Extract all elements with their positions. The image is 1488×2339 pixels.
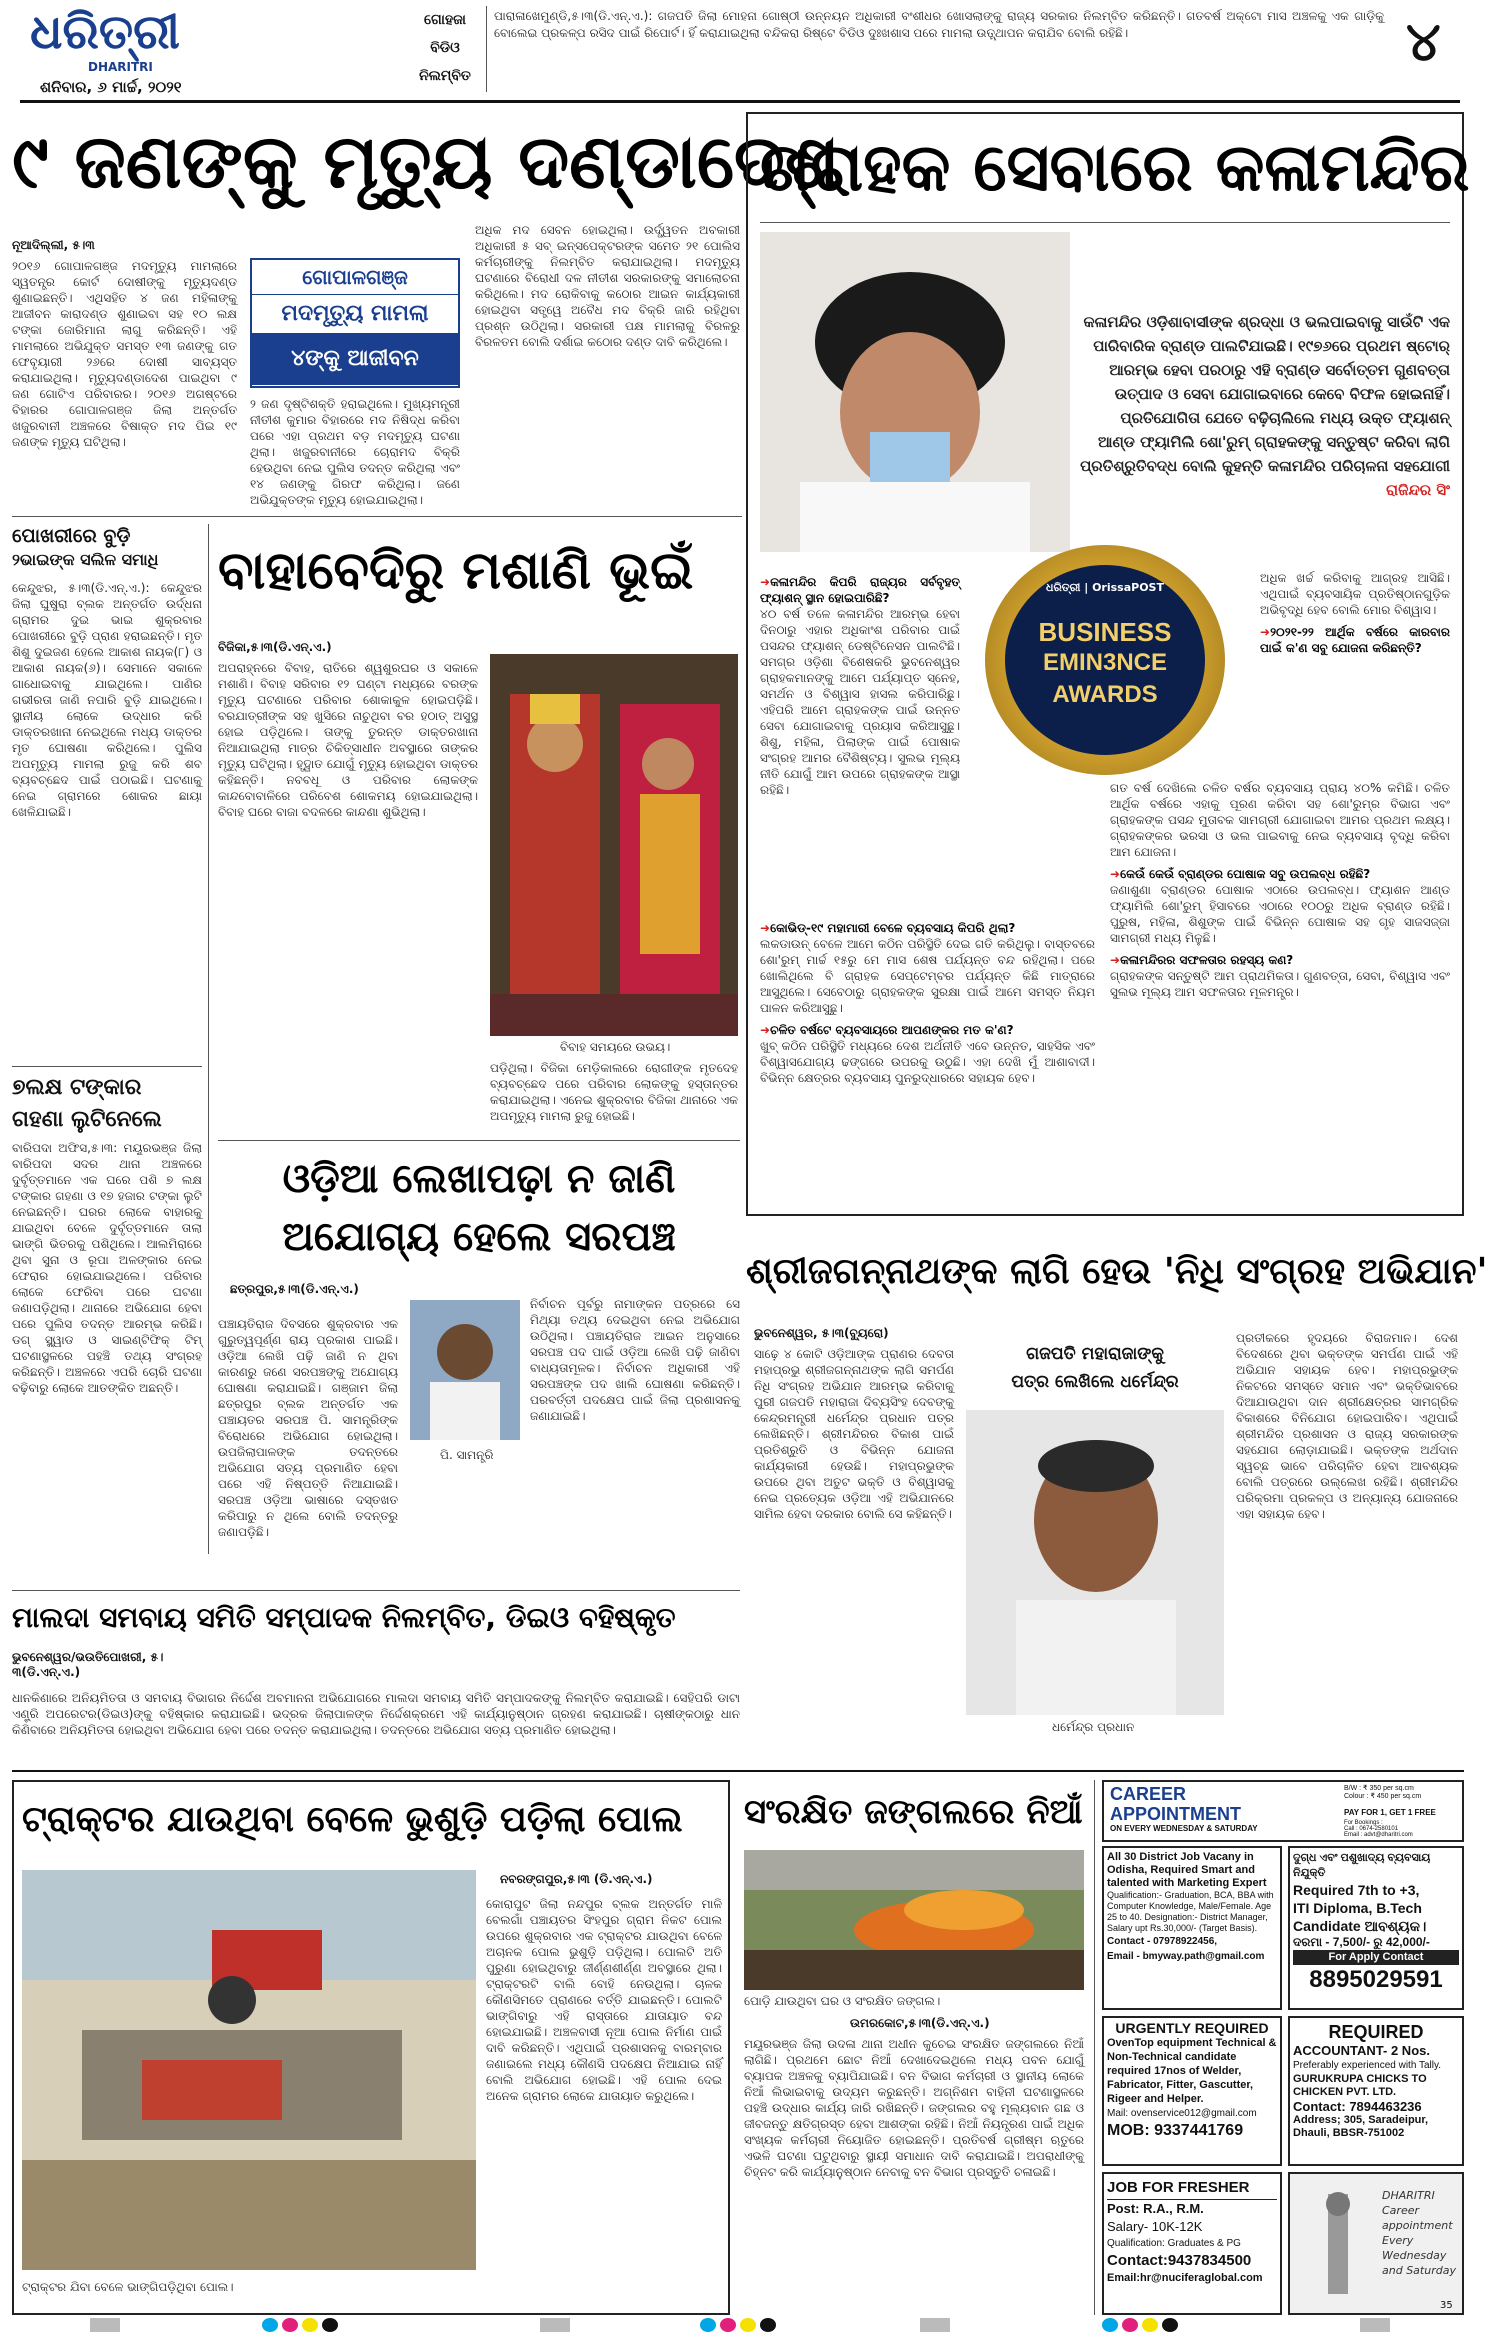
fire-text: ମୟୂରଭଞ୍ଜ ଜିଲା ଉଦଳା ଥାନା ଅଧୀନ କୁଚେଇ ସଂରକ୍ଷିତ ଜଙ୍ଗଲରେ ନିଆଁ ଲାଗିଛି। ପ୍ରଥମେ ଛୋଟ ନିଆଁ ଦେଖାଦେଇଥିଲେ ମଧ୍ୟ ପବନ ଯୋଗୁଁ ବ୍ୟାପକ ଅଞ୍ଚଳକୁ ବ୍ୟାପିଯାଇଛି। ବନ ବିଭାଗ କର୍ମଚାରୀ ଓ ସ୍ଥାନୀୟ ଲୋକେ ନିଆଁ ଲିଭାଇବାକୁ ଉଦ୍ୟମ କରୁଛନ୍ତି। ଅଗ୍ନିଶମ ବାହିନୀ ଘଟଣାସ୍ଥଳରେ ପହଞ୍ଚି ଉଦ୍ଧାର କାର୍ଯ୍ୟ ଜାରି ରଖିଛନ୍ତି। ଜଙ୍ଗଲର ବହୁ ମୂଲ୍ୟବାନ ଗଛ ଓ ଜୀବଜନ୍ତୁ କ୍ଷତିଗ୍ରସ୍ତ ହେବା ଆଶଙ୍କା ରହିଛି। ନିଆଁ ନିୟନ୍ତ୍ରଣ ପାଇଁ ଅଧିକ ସଂଖ୍ୟକ କର୍ମଚାରୀ ନିୟୋଜିତ ହୋଇଛନ୍ତି। ପ୍ରତିବର୍ଷ ଗ୍ରୀଷ୍ମ ଋତୁରେ ଏଭଳି ଘଟଣା ଘଟୁଥିବାରୁ ସ୍ଥାୟୀ ସମାଧାନ ଦାବି କରାଯାଇଛି। ଅପରାଧୀଙ୍କୁ ଚିହ୍ନଟ କରି କାର୍ଯ୍ୟାନୁଷ୍ଠାନ ନେବାକୁ ବନ ବିଭାଗ ପ୍ରସ୍ତୁତି ଚଳାଇଛି। [744,2037,1084,2179]
masthead-date: ଶନିବାର, ୬ ମାର୍ଚ୍ଚ, ୨୦୨୧ [40,78,182,96]
qa-q7: ➜କଳାମନ୍ଦିରର ସଫଳତାର ରହସ୍ୟ କଣ? [1110,953,1294,967]
qa-q3-text: ଚଳିତ ବର୍ଷଟେ ବ୍ୟବସାୟରେ ଆପଣଙ୍କର ମତ କ'ଣ? [770,1023,1014,1037]
death-col3: ଅଧିକ ମଦ ସେବନ ହୋଇଥିଲା। ଉର୍ଦ୍ଧ୍ୱତନ ଅବକାରୀ ଅଧିକାରୀ ୫ ସବ୍ ଇନ୍ସପେକ୍ଟରଙ୍କ ସମେତ ୨୧ ପୋଲିସ କର୍ମଚାରୀଙ୍କୁ ନିଲମ୍ବିତ କରାଯାଇଥିଲା। ମଦମୃତ୍ୟୁ ଘଟଣାରେ ବିରୋଧୀ ଦଳ ନୀତୀଶ ସରକାରଙ୍କୁ ସମାଲୋଚନା କରିଥିଲେ। ମଦ ରୋକିବାକୁ କଠୋର ଆଇନ କାର୍ଯ୍ୟକାରୀ ହୋଇଥିବା ସତ୍ତ୍ୱେ ଅବୈଧ ମଦ ବିକ୍ରି ଜାରି ରହିଥିବା ପ୍ରଶ୍ନ ଉଠିଥିଲା। ସରକାରୀ ପକ୍ଷ ମାମଲାକୁ ବିରଳରୁ ବିରଳତମ ବୋଲି ଦର୍ଶାଇ କଠୋର ଦଣ୍ଡ ଦାବି କରିଥିଲେ। [475,223,740,349]
death-col1: ୨୦୧୬ ଗୋପାଳଗଞ୍ଜ ମଦମୃତ୍ୟୁ ମାମଲାରେ ସ୍ୱତନ୍ତ୍ର କୋର୍ଟ ଦୋଷୀଙ୍କୁ ମୃତ୍ୟୁଦଣ୍ଡ ଶୁଣାଇଛନ୍ତି। ଏଥିସହିତ ୪ ଜଣ ମହିଳାଙ୍କୁ ଆଜୀବନ କାରାଦଣ୍ଡ ଶୁଣାଇବା ସହ ୧୦ ଲକ୍ଷ ଟଙ୍କା ଜୋରିମାନା ଲାଗୁ କରିଛନ୍ତି। ଏହି ମାମଲାରେ ଅଭିଯୁକ୍ତ ସମସ୍ତ ୧୩ ଜଣଙ୍କୁ ଗତ ଫେବୃୟାରୀ ୨୬ରେ ଦୋଷୀ ସାବ୍ୟସ୍ତ କରାଯାଇଥିଲା। ମୃତ୍ୟୁଦଣ୍ଡାଦେଶ ପାଇଥିବା ୯ ଜଣ ଗୋଟିଏ ପରିବାରର। ୨୦୧୬ ଅଗଷ୍ଟରେ ବିହାରର ଗୋପାଳଗଞ୍ଜ ଜିଲା ଅନ୍ତର୍ଗତ ଖଜୁରବାନୀ ଅଞ୍ଚଳରେ ବିଷାକ୍ତ ମଦ ପିଇ ୧୯ ଜଣଙ୍କ ମୃତ୍ୟୁ ଘଟିଥିଲା। [12,259,237,449]
kalamandir-qa-col2 [1260,570,1450,770]
footer-swatch-1 [90,2318,120,2332]
ad1-email: Email - bmyway.path@gmail.com [1107,1951,1265,1962]
footer-reg-black-1 [322,2318,338,2332]
qa-q5-text: ୨୦୨୧-୨୨ ଆର୍ଥିକ ବର୍ଷରେ କାରବାର ପାଇଁ କ'ଣ ସବୁ ଯୋଜନା କରିଛନ୍ତି? [1260,625,1450,655]
qa-a7: ଗ୍ରାହକଙ୍କ ସନ୍ତୁଷ୍ଟି ଆମ ପ୍ରାଥମିକତା। ଗୁଣବତ୍ତା, ସେବା, ବିଶ୍ୱାସ ଏବଂ ସୁଲଭ ମୂଲ୍ୟ ଆମ ସଫଳତାର ମୂଳମନ୍ତ୍ର। [1110,969,1450,999]
rule-wedding-bottom [218,1140,740,1141]
ad2-title: ଦୁଗ୍ଧ ଏବଂ ପଶୁଖାଦ୍ୟ ବ୍ୟବସାୟ ନିଯୁକ୍ତି [1293,1852,1431,1879]
ad-dairy [1288,1846,1464,2010]
ad1-contact: Contact - 07978922456, [1107,1936,1218,1947]
footer-swatch-3 [920,2318,950,2332]
masthead-side-label [410,6,480,94]
qa-q2-text: କୋଭିଡ୍-୧୯ ମହାମାରୀ ବେଳେ ବ୍ୟବସାୟ କିପରି ଥିଲା? [770,921,1016,935]
page-number: ୪ [1406,10,1441,73]
rule-literacy-bottom [12,1590,740,1591]
ad5-title: JOB FOR FRESHER [1107,2177,1277,2200]
death-box-line3: ୪ଙ୍କୁ ଆଜୀବନ [252,333,458,385]
death-dateline: ନୂଆଦିଲ୍ଲୀ, ୫।୩ [12,238,95,252]
kalamandir-headline: ଗ୍ରାହକ ସେବାରେ କଳାମନ୍ଦିର [760,129,1470,206]
rule-ponds-bottom [12,1066,202,1067]
ad2-line1: Required 7th to +3, [1293,1882,1420,1898]
ad1-title: All 30 District Job Vacany in Odisha, Required Smart and talented with Marketing Expert [1107,1851,1267,1889]
tractor-text: କୋରାପୁଟ ଜିଲା ନନ୍ଦପୁର ବ୍ଲକ ଅନ୍ତର୍ଗତ ମାଳି ବେଲଗାଁ ପଞ୍ଚାୟତର ସିଂହପୁର ଗ୍ରାମ ନିକଟ ପୋଲ ଉପରେ ଶୁକ୍ରବାର ଏକ ଟ୍ରାକ୍ଟର ଯାଉଥିବା ବେଳେ ଅଚାନକ ପୋଲ ଭୁଶୁଡ଼ି ପଡ଼ିଥିଲା। ପୋଲଟି ଅତି ପୁରୁଣା ହୋଇଥିବାରୁ ଜୀର୍ଣ୍ଣଶୀର୍ଣ୍ଣ ଅବସ୍ଥାରେ ଥିଲା। ଟ୍ରାକ୍ଟରଟି ବାଲି ବୋହି ନେଉଥିଲା। ଚାଳକ କୌଣସିମତେ ପ୍ରାଣରେ ବର୍ତ୍ତି ଯାଇଛନ୍ତି। ପୋଲଟି ଭାଙ୍ଗିବାରୁ ଏହି ରାସ୍ତାରେ ଯାତାୟାତ ବନ୍ଦ ହୋଇଯାଇଛି। ଅଞ୍ଚଳବାସୀ ନୂଆ ପୋଲ ନିର୍ମାଣ ପାଇଁ ଦାବି କରିଛନ୍ତି। ଏଥିପାଇଁ ପ୍ରଶାସନକୁ ବାରମ୍ବାର ଜଣାଇଲେ ମଧ୍ୟ କୌଣସି ପଦକ୍ଷେପ ନିଆଯାଇ ନାହିଁ ବୋଲି ଅଭିଯୋଗ ହୋଇଛି। ଏହି ପୋଲ ଦେଇ ଅନେକ ଗ୍ରାମର ଲୋକେ ଯାତାୟାତ କରୁଥିଲେ। [486,1897,722,2103]
qa-a4: ଅଧିକ ଖର୍ଚ୍ଚ କରିବାକୁ ଆଗ୍ରହ ଆସିଛି। ଏଥିପାଇଁ ବ୍ୟବସାୟିକ ପ୍ରତିଷ୍ଠାନଗୁଡ଼ିକ ଅଭିବୃଦ୍ଧି ହେବ ବୋଲି ମୋର ବିଶ୍ୱାସ। [1260,571,1450,617]
badge-line2: EMIN3NCE [1042,649,1168,676]
qa-q2: ➜କୋଭିଡ୍-୧୯ ମହାମାରୀ ବେଳେ ବ୍ୟବସାୟ କିପରି ଥିଲା? [760,921,1016,935]
badge-brand2: OrissaPOST [1092,581,1164,594]
literacy-caption: ପି. ସାମନ୍ତ୍ରି [440,1448,494,1462]
jagannath-box-line1: ଗଜପତି ମହାରାଜାଙ୍କୁ [1026,1344,1164,1364]
ad2-phone: 8895029591 [1309,1966,1443,1993]
literacy-text: ପଞ୍ଚାୟତିରାଜ ଦିବସରେ ଶୁକ୍ରବାର ଏକ ଗୁରୁତ୍ୱପୂର୍ଣ୍ଣ ରାୟ ପ୍ରକାଶ ପାଇଛି। ଓଡ଼ିଆ ଲେଖି ପଢ଼ି ଜାଣି ନ ଥିବା କାରଣରୁ ଜଣେ ସରପଞ୍ଚଙ୍କୁ ଅଯୋଗ୍ୟ ଘୋଷଣା କରାଯାଇଛି। ଗଞ୍ଜାମ ଜିଲା ଛତ୍ରପୁର ବ୍ଲକ ଅନ୍ତର୍ଗତ ଏକ ପଞ୍ଚାୟତର ସରପଞ୍ଚ ପି. ସାମନ୍ତ୍ରିଙ୍କ ବିରୋଧରେ ଅଭିଯୋଗ ହୋଇଥିଲା। ଉପଜିଲାପାଳଙ୍କ ତଦନ୍ତରେ ଅଭିଯୋଗ ସତ୍ୟ ପ୍ରମାଣିତ ହେବା ପରେ ଏହି ନିଷ୍ପତ୍ତି ନିଆଯାଇଛି। ସରପଞ୍ଚ ଓଡ଼ିଆ ଭାଷାରେ ଦସ୍ତଖତ କରିପାରୁ ନ ଥିଲେ ବୋଲି ତଦନ୍ତରୁ ଜଣାପଡ଼ିଛି। [218,1317,398,1539]
ad4-address: Address; 305, Saradeipur, Dhauli, BBSR-751002 [1293,2114,1429,2139]
ad4-title: REQUIRED [1328,2022,1424,2042]
wedding-photo-image [490,654,738,1036]
jewel-headline-2: ଗହଣା ଲୁଟିନେଲେ [12,1107,162,1132]
death-col2: ୨ ଜଣ ଦୃଷ୍ଟିଶକ୍ତି ହରାଇଥିଲେ। ମୁଖ୍ୟମନ୍ତ୍ରୀ ନୀତୀଶ କୁମାର ବିହାରରେ ମଦ ନିଷିଦ୍ଧ କରିବା ପରେ ଏହା ପ୍ରଥମ ବଡ଼ ମଦମୃତ୍ୟୁ ଘଟଣା ଥିଲା। ଖଜୁରବାନୀରେ ଚୋରାମଦ ବିକ୍ରି ହେଉଥିବା ନେଇ ପୁଲିସ ତଦନ୍ତ କରିଥିଲା ଏବଂ ୧୪ ଜଣଙ୍କୁ ଗିରଫ କରିଥିଲା। ଜଣେ ଅଭିଯୁକ୍ତଙ୍କ ମୃତ୍ୟୁ ହୋଇଯାଇଥିଲା। [250,397,460,507]
jagannath-box [960,1340,1230,1398]
footer-swatch-4 [1360,2318,1390,2332]
death-box-line1: ଗୋପାଳଗଞ୍ଜ [302,265,408,289]
jagannath-text2: ପ୍ରତୀକରେ ହୃଦୟରେ ବିରାଜମାନ। ଦେଶ ବିଦେଶରେ ଥିବା ଭକ୍ତଙ୍କ ସମର୍ପଣ ପାଇଁ ଏହି ଅଭିଯାନ ସହାୟକ ହେବ। ମହାପ୍ରଭୁଙ୍କ ନିକଟରେ ସମସ୍ତେ ସମାନ ଏବଂ ଭକ୍ତିଭାବରେ ଦିଆଯାଉଥିବା ଦାନ ଶ୍ରୀକ୍ଷେତ୍ରର ସାମଗ୍ରିକ ବିକାଶରେ ବିନିଯୋଗ ହୋଇପାରିବ। ଏଥିପାଇଁ ଶ୍ରୀମନ୍ଦିର ପ୍ରଶାସନ ଓ ରାଜ୍ୟ ସରକାରଙ୍କ ସହଯୋଗ ଲୋଡ଼ାଯାଇଛି। ଭକ୍ତଙ୍କ ଅର୍ଥଦାନ ସ୍ୱଚ୍ଛ ଭାବେ ପରିଚାଳିତ ହେବା ଆବଶ୍ୟକ ବୋଲି ପତ୍ରରେ ଉଲ୍ଲେଖ ରହିଛି। ଶ୍ରୀମନ୍ଦିର ପରିକ୍ରମା ପ୍ରକଳ୍ପ ଓ ଅନ୍ୟାନ୍ୟ ଯୋଜନାରେ ଏହା ସହାୟକ ହେବ। [1236,1331,1458,1521]
kalamandir-photo [760,232,1070,552]
malda-dateline: ଭୁବନେଶ୍ୱର/ଭଉତିପୋଖରୀ, ୫।୩(ଡି.ଏନ୍.ଏ.) [12,1650,164,1679]
literacy-headline-2: ଅଯୋଗ୍ୟ ହେଲେ ସରପଞ୍ଚ [282,1214,676,1260]
literacy-dateline: ଛତ୍ରପୁର,୫।୩(ଡି.ଏନ୍.ଏ.) [230,1282,359,1296]
footer-reg-cyan-1 [262,2318,278,2332]
ponds-headline-1: ପୋଖରୀରେ ବୁଡ଼ି [12,525,131,547]
footer-page-code: 35 [1440,2300,1453,2311]
wedding-photo [490,654,738,1036]
footer-swatch-2 [540,2318,570,2332]
qa-q3: ➜ଚଳିତ ବର୍ଷଟେ ବ୍ୟବସାୟରେ ଆପଣଙ୍କର ମତ କ'ଣ? [760,1023,1014,1037]
footer-reg-cyan-2 [700,2318,716,2332]
footer-reg-black-2 [760,2318,776,2332]
side-label-2: ବିଡିଓ [430,40,460,56]
footer-reg-yellow-1 [302,2318,318,2332]
career-title [1110,1784,1258,1833]
wedding-text: ଅପରାହ୍ନରେ ବିବାହ, ରାତିରେ ଶ୍ୱଶୁରଘର ଓ ସକାଳେ ମଶାଣି। ବିବାହ ସରିବାର ୧୨ ଘଣ୍ଟା ମଧ୍ୟରେ ବରଙ୍କ ମୃତ୍ୟୁ ଘଟଣାରେ ପରିବାର ଶୋକାକୁଳ ହୋଇପଡ଼ିଛି। ବରଯାତ୍ରୀଙ୍କ ସହ ଖୁସିରେ ନାଚୁଥିବା ବର ହଠାତ୍ ଅସୁସ୍ଥ ହୋଇ ପଡ଼ିଥିଲେ। ତାଙ୍କୁ ତୁରନ୍ତ ଡାକ୍ତରଖାନା ନିଆଯାଇଥିଲା ମାତ୍ର ଚିକିତ୍ସାଧୀନ ଅବସ୍ଥାରେ ତାଙ୍କର ମୃତ୍ୟୁ ଘଟିଥିଲା। ହୃଦ୍ଘାତ ଯୋଗୁଁ ମୃତ୍ୟୁ ହୋଇଥିବା ଡାକ୍ତର କହିଛନ୍ତି। ନବବଧୂ ଓ ପରିବାର ଲୋକଙ୍କ କାନ୍ଦବୋବାଳିରେ ପରିବେଶ ଶୋକମୟ ହୋଇଯାଇଥିଲା। ବିବାହ ଘରେ ବାଜା ବଦଳରେ କାନ୍ଦଣା ଶୁଭିଥିଲା। [218,661,478,819]
promo-figure-icon [1298,2184,1378,2304]
career-title2: APPOINTMENT [1110,1804,1242,1824]
ad2-apply: For Apply Contact [1293,1950,1459,1965]
tractor-caption: ଟ୍ରାକ୍ଟର ଯିବା ବେଳେ ଭାଙ୍ଗିପଡ଼ିଥିବା ପୋଲ। [22,2280,234,2294]
qa-a6: ଜଣାଶୁଣା ବ୍ରାଣ୍ଡର ପୋଷାକ ଏଠାରେ ଉପଲବ୍ଧ। ଫ୍ୟାଶନ ଆଣ୍ଡ ଫ୍ୟାମିଲି ଶୋ'ରୁମ୍ ହିସାବରେ ଏଠାରେ ୧୦୦ରୁ ଅଧିକ ବ୍ରାଣ୍ଡ ରହିଛି। ପୁରୁଷ, ମହିଳା, ଶିଶୁଙ୍କ ପାଇଁ ବିଭିନ୍ନ ପୋଷାକ ସହ ଗୃହ ସାଜସଜ୍ଜା ସାମଗ୍ରୀ ମଧ୍ୟ ମିଳୁଛି। [1110,883,1450,945]
career-tag: ON EVERY WEDNESDAY & SATURDAY [1110,1824,1258,1833]
ad1-body: Qualification:- Graduation, BCA, BBA with Computer Knowledge, Male/Female. Age 25 to 40. Designation:- District Manager, Salary upt Rs.30,000/- (Target Basis). [1107,1890,1274,1933]
qa-a3: ଖୁବ୍ କଠିନ ପରିସ୍ଥିତି ମଧ୍ୟରେ ଦେଶ ଅର୍ଥନୀତି ଏବେ ଉନ୍ନତ, ସାହସିକ ଏବଂ ବିଶ୍ୱାସଯୋଗ୍ୟ ଢଙ୍ଗରେ ଉପରକୁ ଉଠୁଛି। ଏହା ଦେଖି ମୁଁ ଆଶାବାଦୀ। ବିଭିନ୍ନ କ୍ଷେତ୍ରର ବ୍ୟବସାୟ ପୁନରୁଦ୍ଧାରରେ ସହାୟକ ହେବ। [760,1039,1095,1085]
jagannath-headline: ଶ୍ରୀଜଗନ୍ନାଥଙ୍କ ଲାଗି ହେଉ 'ନିଧି ସଂଗ୍ରହ ଅଭିଯାନ' [746,1251,1488,1292]
ponds-headline-2: ୨ଭାଇଙ୍କ ସଲିଳ ସମାଧି [12,550,159,569]
footer-reg-yellow-2 [740,2318,756,2332]
dharmendra-pradhan-photo [966,1410,1224,1715]
ad5-salary: Salary- 10K-12K [1107,2219,1203,2234]
literacy-text2: ନିର୍ବାଚନ ପୂର୍ବରୁ ନାମାଙ୍କନ ପତ୍ରରେ ସେ ମିଥ୍ୟା ତଥ୍ୟ ଦେଇଥିବା ନେଇ ଅଭିଯୋଗ ଉଠିଥିଲା। ପଞ୍ଚାୟତିରାଜ ଆଇନ ଅନୁସାରେ ସରପଞ୍ଚ ପଦ ପାଇଁ ଓଡ଼ିଆ ଲେଖି ପଢ଼ି ଜାଣିବା ବାଧ୍ୟତାମୂଳକ। ନିର୍ବାଚନ ଅଧିକାରୀ ଏହି ସରପଞ୍ଚଙ୍କ ପଦ ଖାଲି ଘୋଷଣା କରିଛନ୍ତି। ପରବର୍ତ୍ତୀ ପଦକ୍ଷେପ ପାଇଁ ଜିଲା ପ୍ରଶାସନକୁ ଜଣାଯାଇଛି। [530,1297,740,1423]
kalamandir-intro-text: କଳାମନ୍ଦିର ଓଡ଼ିଶାବାସୀଙ୍କ ଶ୍ରଦ୍ଧା ଓ ଭଲପାଇବାକୁ ସାଉଁଟି ଏକ ପାରିବାରିକ ବ୍ରାଣ୍ଡ ପାଲଟିଯାଇଛି। ୧୯୭୬ରେ ପ୍ରଥମ ଷ୍ଟୋର୍ ଆରମ୍ଭ ହେବା ପରଠାରୁ ଏହି ବ୍ରାଣ୍ଡ ସର୍ବୋତ୍ତମ ଗୁଣବତ୍ତା ଉତ୍ପାଦ ଓ ସେବା ଯୋଗାଇବାରେ କେବେ ବିଫଳ ହୋଇନାହିଁ। ପ୍ରତିଯୋଗିତା ଯେତେ ବଢ଼ିଚାଲିଲେ ମଧ୍ୟ ଉକ୍ତ ଫ୍ୟାଶନ୍ ଆଣ୍ଡ ଫ୍ୟାମିଲି ଶୋ'ରୁମ୍ ଗ୍ରାହକଙ୍କୁ ସନ୍ତୁଷ୍ଟ କରିବା ଲାଗି ପ୍ରତିଶ୍ରୁତିବଦ୍ଧ ବୋଲି କୁହନ୍ତି କଳାମନ୍ଦିର ପରିଚାଳନା ସହଯୋଗୀ [1080,313,1450,475]
career-title1: CAREER [1110,1784,1187,1804]
fire-photo [744,1850,1084,1990]
masthead-brief: ପାରାଳାଖେମୁଣ୍ଡି,୫।୩(ଡି.ଏନ୍.ଏ.): ଗଜପତି ଜିଲା ମୋହନା ଗୋଷ୍ଠୀ ଉନ୍ନୟନ ଅଧିକାରୀ ବଂଶୀଧର ଖୋସଲାଙ୍କୁ ରାଜ୍ୟ ସରକାର ନିଲମ୍ବିତ କରିଛନ୍ତି। ଗତବର୍ଷ ଅକ୍ଟୋ ମାସ ଅଞ୍ଚଳକୁ ଏକ ଗାଡ଼ିକୁ ବୋଲେଇ ପ୍ରକଳ୍ପ ରସିଦ ପାଇଁ ରିପୋର୍ଟ। ହିଁ କରାଯାଇଥିଲା ବନ୍ଦିକରା ରିଷ୍ଟେ ବିଡିଓ ଦୁଃଖଶାସ ପରେ ମାମଲା ଉତ୍ସ୍ଥାପନ କରାଯିବ ବୋଲି ରହିଛି। [494,9,1384,40]
ad3-title: URGENTLY REQUIRED [1115,2020,1269,2036]
jagannath-box-line2: ପତ୍ର ଲେଖିଲେ ଧର୍ମେନ୍ଦ୍ର [1011,1372,1179,1392]
tractor-headline: ଟ୍ରାକ୍ଟର ଯାଉଥିବା ବେଳେ ଭୁଶୁଡ଼ି ପଡ଼ିଲା ପୋଲ [22,1799,683,1840]
literacy-photo-image [410,1300,520,1440]
side-label-1: ଗୋହଜା [424,12,466,28]
jagannath-caption: ଧର୍ମେନ୍ଦ୍ର ପ୍ରଧାନ [1052,1720,1135,1734]
masthead-logo: ଧରିତ୍ରୀ [30,4,180,60]
malda-headline: ମାଲଦା ସମବାୟ ସମିତି ସମ୍ପାଦକ ନିଲମ୍ବିତ, ଡିଇଓ ବହିଷ୍କୃତ [12,1601,676,1634]
fire-headline: ସଂରକ୍ଷିତ ଜଙ୍ଗଲରେ ନିଆଁ [744,1792,1083,1832]
wedding-caption: ବିବାହ ସମୟରେ ଉଭୟ। [560,1040,671,1054]
kalamandir-qa-col3 [1110,780,1450,1208]
business-eminence-badge [960,545,1250,775]
ad-marketing [1102,1846,1282,2010]
qa-a5: ଗତ ବର୍ଷ ଦେଖିଲେ ଚଳିତ ବର୍ଷର ବ୍ୟବସାୟ ପ୍ରାୟ ୪୦% କମିଛି। ଚଳିତ ଆର୍ଥିକ ବର୍ଷରେ ଏହାକୁ ପୂରଣ କରିବା ସହ ଶୋ'ରୁମ୍ର ବିଭାଗ ଏବଂ ଗ୍ରାହକଙ୍କ ପସନ୍ଦ ମୁତାବକ ସାମଗ୍ରୀ ଯୋଗାଇବା ଆମର ପ୍ରଥମ ଲକ୍ଷ୍ୟ। ଗ୍ରାହକଙ୍କର ଭରସା ଓ ଭଲ ପାଇବାକୁ ନେଇ ବ୍ୟବସାୟ ବୃଦ୍ଧି କରିବା ଆମ ଯୋଜନା। [1110,781,1450,859]
qa-q5: ➜୨୦୨୧-୨୨ ଆର୍ଥିକ ବର୍ଷରେ କାରବାର ପାଇଁ କ'ଣ ସବୁ ଯୋଜନା କରିଛନ୍ତି? [1260,625,1450,655]
jagannath-text1: ସାଢ଼େ ୪ କୋଟି ଓଡ଼ିଆଙ୍କ ପ୍ରାଣର ଦେବତା ମହାପ୍ରଭୁ ଶ୍ରୀଜଗନ୍ନାଥଙ୍କ ଲାଗି ସମର୍ପଣ ନିଧି ସଂଗ୍ରହ ଅଭିଯାନ ଆରମ୍ଭ କରିବାକୁ ପୁରୀ ଗଜପତି ମହାରାଜା ଦିବ୍ୟସିଂହ ଦେବଙ୍କୁ କେନ୍ଦ୍ରମନ୍ତ୍ରୀ ଧର୍ମେନ୍ଦ୍ର ପ୍ରଧାନ ପତ୍ର ଲେଖିଛନ୍ତି। ଶ୍ରୀମନ୍ଦିରର ବିକାଶ ପାଇଁ ପ୍ରତିଶ୍ରୁତି ଓ ବିଭିନ୍ନ ଯୋଜନା କାର୍ଯ୍ୟକାରୀ ହେଉଛି। ମହାପ୍ରଭୁଙ୍କ ଉପରେ ଥିବା ଅତୁଟ ଭକ୍ତି ଓ ବିଶ୍ୱାସକୁ ନେଇ ପ୍ରତ୍ୟେକ ଓଡ଼ିଆ ଏହି ଅଭିଯାନରେ ସାମିଲ ହେବା ଦରକାର ବୋଲି ସେ କହିଛନ୍ତି। [754,1347,954,1521]
ad2-line2: ITI Diploma, B.Tech [1293,1900,1422,1916]
rajinder-singh-photo [760,232,1070,552]
jagannath-photo [966,1410,1224,1715]
footer-reg-cyan-3 [1102,2318,1118,2332]
footer-reg-black-3 [1162,2318,1178,2332]
qa-a2: ଲକଡାଉନ୍ ବେଳେ ଆମେ କଠିନ ପରିସ୍ଥିତି ଦେଇ ଗତି କରିଥିଲୁ। ବାସ୍ତବରେ ଶୋ'ରୁମ୍ ମାର୍ଚ୍ଚ ୧୫ରୁ ମେ ମାସ ଶେଷ ପର୍ଯ୍ୟନ୍ତ ବନ୍ଦ ରହିଥିଲା। ପରେ ଖୋଲିଥିଲେ ବି ଗ୍ରାହକ ସେପ୍ଟେମ୍ବର ପର୍ଯ୍ୟନ୍ତ କିଛି ମାତ୍ରାରେ ଆସୁଥିଲେ। ସେବେଠାରୁ ଗ୍ରାହକଙ୍କ ସୁରକ୍ଷା ପାଇଁ ଆମେ ସମସ୍ତ ନିୟମ ପାଳନ କରିଆସୁଛୁ। [760,937,1095,1015]
jewel-headline [12,1072,202,1136]
career-rate: B/W : ₹ 350 per sq.cm Colour : ₹ 450 per sq.cm [1344,1785,1422,1800]
ad-dharitri-promo [1288,2172,1464,2315]
ad2-line3: Candidate ଆବଶ୍ୟକ। [1293,1918,1427,1934]
badge-brand1: ଧରିତ୍ରୀ [1046,581,1081,594]
tractor-photo [22,1870,476,2270]
fire-dateline: ଉମରକୋଟ,୫।୩(ଡି.ଏନ୍.ଏ.) [850,2016,990,2030]
jewel-headline-1: ୭ଲକ୍ଷ ଟଙ୍କାର [12,1075,142,1100]
kalamandir-intro [1080,310,1450,540]
masthead-logo-sub: DHARITRI [88,60,153,74]
ponds-headline [12,524,202,572]
malda-text: ଧାନକିଣାରେ ଅନିୟମିତତା ଓ ସମବାୟ ବିଭାଗର ନିର୍ଦ୍ଦେଶ ଅବମାନନା ଅଭିଯୋଗରେ ମାଲଦା ସମବାୟ ସମିତି ସମ୍ପାଦକଙ୍କୁ ନିଲମ୍ବିତ କରାଯାଇଛି। ସେହିପରି ଡାଟା ଏଣ୍ଟ୍ରି ଅପରେଟର(ଡିଇଓ)ଙ୍କୁ ବହିଷ୍କାର କରାଯାଇଛି। ଭଦ୍ରକ ଜିଲାପାଳଙ୍କ ନିର୍ଦ୍ଦେଶକ୍ରମେ ଏହି କାର୍ଯ୍ୟାନୁଷ୍ଠାନ ଗ୍ରହଣ କରାଯାଇଛି। ଚାଷୀଙ୍କଠାରୁ ଧାନ କିଣିବାରେ ଅନିୟମିତତା ହୋଇଥିବା ଅଭିଯୋଗ ହେବା ପରେ ତଦନ୍ତ କରାଯାଇଥିଲା। ତଦନ୍ତରେ ଅଭିଯୋଗ ସତ୍ୟ ପ୍ରମାଣିତ ହୋଇଥିଲା। [12,1691,740,1737]
literacy-headline [218,1150,740,1266]
wedding-text2: ପଡ଼ିଥିଲା। ବିଜିକା ମେଡ଼ିକାଲରେ ରୋଗୀଙ୍କ ମୃତଦେହ ବ୍ୟବଚ୍ଛେଦ ପରେ ପରିବାର ଲୋକଙ୍କୁ ହସ୍ତାନ୍ତର କରାଯାଇଥିଲା। ଏନେଇ ଶୁକ୍ରବାର ବିଜିକା ଥାନାରେ ଏକ ଅପମୃତ୍ୟୁ ମାମଲା ରୁଜୁ ହୋଇଛି। [490,1061,738,1123]
ad4-contact: Contact: 7894463236 [1293,2099,1422,2114]
masthead [0,0,1476,100]
fire-caption: ପୋଡ଼ି ଯାଉଥିବା ଘର ଓ ସଂରକ୍ଷିତ ଜଙ୍ଗଲ। [744,1994,941,2008]
death-headline: ୯ ଜଣଙ୍କୁ ମୃତ୍ୟୁ ଦଣ୍ଡାଦେଶ [12,119,840,205]
badge-line1: BUSINESS [1038,617,1172,647]
ad4-line1: ACCOUNTANT- 2 Nos. [1293,2043,1430,2058]
literacy-headline-1: ଓଡ଼ିଆ ଲେଖାପଢ଼ା ନ ଜାଣି [282,1156,676,1202]
ad4-company: GURUKRUPA CHICKS TO CHICKEN PVT. LTD. [1293,2073,1427,2098]
ad6-text: DHARITRI Career appointment Every Wednesday and Saturday [1382,2189,1456,2277]
ad5-email: Email:hr@nuciferaglobal.com [1107,2272,1263,2284]
qa-q1-text: କଳାମନ୍ଦିର କିପରି ରାଜ୍ୟର ସର୍ବବୃହତ୍ ଫ୍ୟାଶନ୍ ସ୍ଥାନ ହୋଇପାରିଛି? [760,575,960,605]
ad3-body: OvenTop equipment Technical & Non-Technical candidate required 17nos of Welder, Fabricator, Fitter, Gascutter, Rigeer and Helper. [1107,2037,1277,2105]
rule-death-bottom [12,516,742,517]
footer-reg-magenta-1 [282,2318,298,2332]
ad-urgently-required [1102,2016,1282,2166]
collapsed-bridge-image [22,1870,476,2270]
jagannath-dateline: ଭୁବନେଶ୍ୱର, ୫।୩(ବ୍ୟୁରୋ) [754,1326,889,1340]
ads-divider [1094,1780,1095,2315]
ad2-salary: ଦରମା - 7,500/- ରୁ 42,000/- [1293,1935,1430,1949]
literacy-photo [410,1300,520,1440]
masthead-rule [20,100,1460,103]
footer-reg-yellow-3 [1142,2318,1158,2332]
death-box-line2: ମଦମୃତ୍ୟୁ ମାମଲା [252,294,458,333]
rule-middle-bottom [12,1770,1464,1772]
ponds-text: କେନ୍ଦୁଝର, ୫।୩(ଡି.ଏନ୍.ଏ.): କେନ୍ଦୁଝର ଜିଲା ଘୁଷୁରା ବ୍ଲକ ଅନ୍ତର୍ଗତ ଉର୍ଦ୍ଧନା ଗ୍ରାମର ଦୁଇ ଭାଇ ଶୁକ୍ରବାର ପୋଖରୀରେ ବୁଡ଼ି ପ୍ରାଣ ହରାଇଛନ୍ତି। ମୃତ ଶିଶୁ ଦୁଇଜଣ ହେଲେ ଆକାଶ ନାୟକ(୮) ଓ ଆକାଶ ନାୟକ(୬)। ସେମାନେ ସକାଳେ ଗାଧୋଇବାକୁ ଯାଇଥିଲେ। ପାଣିର ଗଭୀରତା ଜାଣି ନପାରି ବୁଡ଼ି ଯାଇଥିଲେ। ସ୍ଥାନୀୟ ଲୋକେ ଉଦ୍ଧାର କରି ଡାକ୍ତରଖାନା ନେଇଥିଲେ ମଧ୍ୟ ଡାକ୍ତର ମୃତ ଘୋଷଣା କରିଥିଲେ। ପୁଲିସ ଅପମୃତ୍ୟୁ ମାମଲା ରୁଜୁ କରି ଶବ ବ୍ୟବଚ୍ଛେଦ ପାଇଁ ପଠାଇଛି। ଘଟଣାକୁ ନେଇ ଗ୍ରାମରେ ଶୋକର ଛାୟା ଖେଳିଯାଇଛି। [12,581,202,819]
left-col-divider [208,524,209,1554]
ad4-line2: Preferably experienced with Tally. [1293,2060,1442,2071]
ad3-email: Mail: ovenservice012@gmail.com [1107,2108,1257,2119]
ad5-post: Post: R.A., R.M. [1107,2201,1204,2216]
kalamandir-qa-col1b [760,920,1095,1210]
ad-accountant [1288,2016,1464,2166]
masthead-divider [486,6,487,92]
badge-line3: AWARDS [1052,681,1158,708]
qa-q6: ➜କେଉଁ କେଉଁ ବ୍ରାଣ୍ଡର ପୋଷାକ ସବୁ ଉପଲବ୍ଧ ରହିଛି? [1110,867,1371,881]
career-contact: For Bookings : Call : 0674-2580101 Email : advt@dharitri.com [1344,1820,1413,1838]
ad3-phone: MOB: 9337441769 [1107,2122,1244,2139]
badge-brands: ଧରିତ୍ରୀ | OrissaPOST [1046,581,1164,594]
wedding-headline: ବାହାବେଦିରୁ ମଶାଣି ଭୂଇଁ [218,541,694,601]
qa-q6-text: କେଉଁ କେଉଁ ବ୍ରାଣ୍ଡର ପୋଷାକ ସବୁ ଉପଲବ୍ଧ ରହିଛି? [1120,867,1371,881]
forest-fire-image [744,1850,1084,1990]
qa-q7-text: କଳାମନ୍ଦିରର ସଫଳତାର ରହସ୍ୟ କଣ? [1120,953,1294,967]
qa-a1: ୪୦ ବର୍ଷ ତଳେ କଳାମନ୍ଦିର ଆରମ୍ଭ ହେବା ଦିନଠାରୁ ଏହାର ଅଧିକାଂଶ ପରିବାର ପାଇଁ ପସନ୍ଦର ଫ୍ୟାଶନ୍ ଡେଷ୍ଟିନେସନ ପାଲଟିଛି। ସମଗ୍ର ଓଡ଼ିଶା ବିଶେଷକରି ଭୁବନେଶ୍ୱର ଗ୍ରାହକମାନଙ୍କୁ ଆମେ ପର୍ଯ୍ୟାପ୍ତ ସ୍ନେହ, ସମର୍ଥନ ଓ ବିଶ୍ୱାସ ହାସଲ କରିପାରିଛୁ। ଏହିପରି ଆମେ ଗ୍ରାହକଙ୍କ ପାଇଁ ଉନ୍ନତ ସେବା ଯୋଗାଇବାକୁ ପ୍ରୟାସ କରିଆସୁଛୁ। ଶିଶୁ, ମହିଳା, ପିଲାଙ୍କ ପାଇଁ ପୋଷାକ ସଂଗ୍ରହ ଆମର ବୈଶିଷ୍ଟ୍ୟ। ସୁଲଭ ମୂଲ୍ୟ ନୀତି ଯୋଗୁଁ ଆମ ଉପରେ ଗ୍ରାହକଙ୍କ ଆସ୍ଥା ରହିଛି। [760,607,960,797]
ad-fresher [1102,2172,1282,2315]
jewel-text: ବାରିପଦା ଅଫିସ,୫।୩: ମୟୂରଭଞ୍ଜ ଜିଲା ବାରିପଦା ସଦର ଥାନା ଅଞ୍ଚଳରେ ଦୁର୍ବୃତ୍ତମାନେ ଏକ ଘରେ ପଶି ୭ ଲକ୍ଷ ଟଙ୍କାର ଗହଣା ଓ ୧୭ ହଜାର ଟଙ୍କା ଲୁଟି ନେଇଛନ୍ତି। ଘରର ଲୋକେ ବାହାରକୁ ଯାଇଥିବା ବେଳେ ଦୁର୍ବୃତ୍ତମାନେ ତାଲା ଭାଙ୍ଗି ଭିତରକୁ ପଶିଥିଲେ। ଆଲମିରାରେ ଥିବା ସୁନା ଓ ରୂପା ଅଳଙ୍କାର ନେଇ ଫେରାର ହୋଇଯାଇଥିଲେ। ପରିବାର ଲୋକେ ଫେରିବା ପରେ ଘଟଣା ଜଣାପଡ଼ିଥିଲା। ଥାନାରେ ଅଭିଯୋଗ ହେବା ପରେ ପୁଲିସ ତଦନ୍ତ ଆରମ୍ଭ କରିଛି। ଡଗ୍ ସ୍କ୍ୱାଡ ଓ ସାଇଣ୍ଟିଫିକ୍ ଟିମ୍ ଘଟଣାସ୍ଥଳରେ ପହଞ୍ଚି ତଥ୍ୟ ସଂଗ୍ରହ କରିଛନ୍ତି। ଅଞ୍ଚଳରେ ଏପରି ଚୋରି ଘଟଣା ବଢ଼ିବାରୁ ଲୋକେ ଆତଙ୍କିତ ଅଛନ୍ତି। [12,1141,202,1395]
ad5-qual: Qualification: Graduates & PG [1107,2238,1241,2249]
footer-reg-magenta-3 [1122,2318,1138,2332]
side-label-3: ନିଲମ୍ବିତ [419,68,471,84]
kalamandir-headline-rule [760,222,1450,223]
tractor-dateline: ନବରଙ୍ଗପୁର,୫।୩ (ଡି.ଏନ୍.ଏ.) [500,1872,653,1886]
death-box [250,258,460,388]
qa-q1: ➜କଳାମନ୍ଦିର କିପରି ରାଜ୍ୟର ସର୍ବବୃହତ୍ ଫ୍ୟାଶନ୍ ସ୍ଥାନ ହୋଇପାରିଛି? [760,575,960,605]
ad5-contact: Contact:9437834500 [1107,2252,1252,2269]
career-pay: PAY FOR 1, GET 1 FREE [1344,1808,1436,1817]
wedding-dateline: ବିଜିକା,୫।୩(ଡି.ଏନ୍.ଏ.) [218,640,332,654]
career-appointment-banner [1102,1780,1464,1842]
footer-reg-magenta-2 [720,2318,736,2332]
kalamandir-intro-name: ରାଜିନ୍ଦର ସିଂ [1386,481,1450,499]
